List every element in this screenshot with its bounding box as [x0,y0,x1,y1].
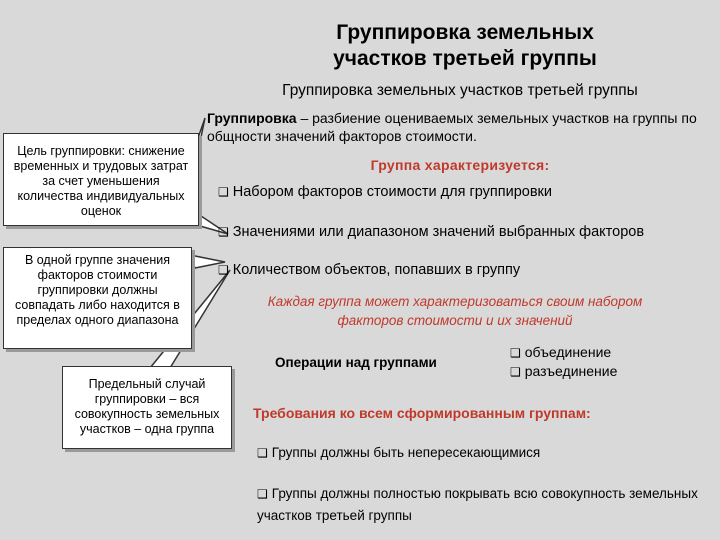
requirements-heading: Требования ко всем сформированным группам: [253,405,591,421]
checkbox-bullet-icon: ❑ [510,365,521,379]
slide-title: Группировка земельных участков третьей группы [333,21,597,70]
checkbox-bullet-icon: ❑ [218,263,229,277]
callout-single-group: В одной группе значения факторов стоимости группировки должны совпадать либо находится в пределах одного диапазона [3,247,192,349]
requirement-item [257,442,707,464]
characterizes-item [218,184,552,200]
operation-item-text: объединение [524,344,612,360]
operations-list [510,343,617,381]
checkbox-bullet-icon: ❑ [218,225,229,239]
definition [207,109,717,145]
checkbox-bullet-icon: ❑ [218,185,229,199]
requirement-item [257,483,707,526]
requirement-item-text: Группы должны полностью покрывать всю совокупность земельных участков третьей группы [257,486,698,523]
callout-limit-case: Предельный случай группировки – вся совокупность земельных участков – одна группа [62,366,232,449]
checkbox-bullet-icon: ❑ [257,487,268,501]
characterizes-item-text: Значениями или диапазоном значений выбранных факторов [232,224,645,240]
operation-item [510,362,617,381]
callout-goal: Цель группировки: снижение временных и трудовых затрат за счет уменьшения количества индивидуальных оценок [3,133,199,226]
checkbox-bullet-icon: ❑ [257,446,268,460]
characterizes-item-text: Набором факторов стоимости для группировки [232,184,552,200]
characterizes-item [218,262,520,278]
callout-1-tail [198,118,205,142]
characterizes-heading: Группа характеризуется: [370,157,550,173]
group-note: Каждая группа может характеризоваться своим набором факторов стоимости и их значений [267,294,643,328]
operation-item-text: разъединение [524,363,618,379]
definition-text: – разбиение оцениваемых земельных участков на группы по общности значений факторов стоимости. [207,110,697,144]
characterizes-item-text: Количеством объектов, попавших в группу [232,262,521,278]
checkbox-bullet-icon: ❑ [510,346,521,360]
requirement-item-text: Группы должны быть непересекающимися [271,445,541,460]
characterizes-item [218,224,644,240]
slide-subtitle: Группировка земельных участков третьей группы [282,82,638,99]
definition-term: Группировка [207,110,297,126]
operation-item [510,343,617,362]
operations-label: Операции над группами [275,355,437,370]
